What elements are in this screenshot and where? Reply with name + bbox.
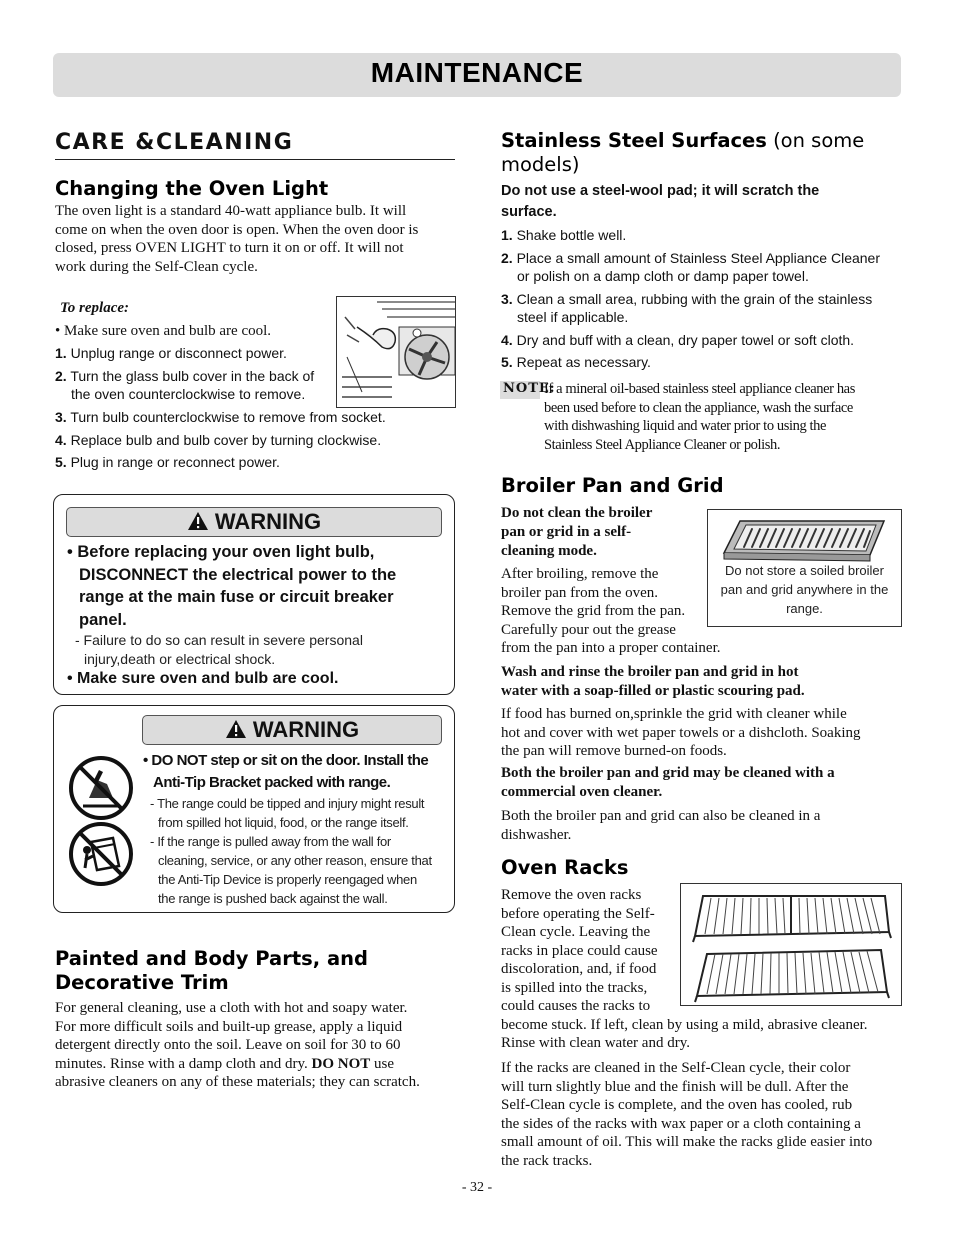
step-item: 3. Clean a small area, rubbing with the grain of the stainless [501, 291, 873, 307]
step-item: 1. Shake bottle well. [501, 227, 627, 243]
warning-box-antitip [53, 705, 455, 913]
section-title: CARE &CLEANING [55, 130, 294, 155]
text-line: the rack tracks. [501, 1152, 593, 1169]
broiler-dishwasher [501, 807, 820, 844]
text-line: could causes the racks to [501, 998, 651, 1014]
oven-light-intro [55, 202, 455, 276]
text-line: If the racks are cleaned in the Self-Clean cycle, their color [501, 1060, 851, 1076]
text-line: the sides of the racks with wax paper or a cloth containing a [501, 1115, 861, 1132]
text-line: become stuck. If left, clean by using a mild, abrasive cleaner. [501, 1016, 868, 1033]
step-item: 5. Repeat as necessary. [501, 354, 651, 370]
warning-bullet [143, 750, 428, 794]
text-line: injury,death or electrical shock. [84, 651, 276, 667]
maintenance-banner [53, 53, 901, 97]
text-line: Wash and rinse the broiler pan and grid in hot [501, 664, 799, 680]
text-line: The oven light is a standard 40-watt appliance bulb. It will [55, 203, 407, 219]
racks-body-2 [501, 1059, 872, 1170]
text-line: panel. [79, 610, 127, 629]
text-line: range. [786, 601, 823, 616]
broiler-figure [707, 509, 902, 627]
broiler-pan-illustration [718, 515, 890, 563]
text-line: Remove the oven racks [501, 887, 642, 903]
warning-triangle-icon [187, 511, 209, 531]
warning-label: WARNING [214, 509, 322, 534]
painted-body [55, 999, 455, 1092]
text-line: Both the broiler pan and grid can also be cleaned in a [501, 808, 821, 824]
oven-light-heading: Changing the Oven Light [55, 177, 329, 200]
page-number: - 32 - [461, 1180, 493, 1195]
text-line: Remove the grid from the pan. [501, 603, 686, 619]
oven-light-illustration [337, 297, 455, 407]
broiler-wash [501, 663, 805, 701]
no-step-on-door-icon [67, 754, 135, 822]
warning-sub [150, 794, 432, 908]
text-line: If a mineral oil-based stainless steel appliance cleaner has [544, 381, 855, 397]
text-line: with dishwashing liquid and water prior to using the [544, 418, 827, 434]
text-line: pan or grid in a self- [501, 524, 632, 540]
to-replace-label: To replace: [60, 300, 130, 316]
text-line: Self-Clean cycle is complete, and the oven has cooled, rub [501, 1097, 853, 1113]
broiler-after [501, 565, 721, 658]
step-item-continuation: steel if applicable. [517, 309, 629, 325]
racks-heading: Oven Racks [501, 856, 629, 879]
text-line: hot and cover with wet paper towels or a dishcloth. Soaking [501, 724, 861, 741]
text-line: Anti-Tip Bracket packed with range. [153, 774, 391, 791]
text-line: If food has burned on,sprinkle the grid with cleaner while [501, 706, 847, 722]
warning-header [142, 715, 442, 745]
broiler-burned [501, 705, 861, 761]
text-line: been used before to clean the appliance, wash the surface [544, 399, 853, 416]
stainless-warning [501, 181, 819, 223]
text-line: After broiling, remove the [501, 566, 659, 582]
no-tipping-range-icon [67, 820, 135, 888]
page-title: MAINTENANCE [370, 57, 584, 88]
warning-header [66, 507, 442, 537]
text-line: water with a soap-filled or plastic scouring pad. [501, 683, 805, 699]
text-line: the pan will remove burned-on foods. [501, 743, 727, 759]
text-line: cleaning mode. [501, 543, 597, 559]
broiler-both [501, 764, 835, 802]
text-line: Carefully pour out the grease [501, 621, 676, 638]
step-item: 4. Replace bulb and bulb cover by turning clockwise. [55, 432, 382, 448]
note-tag [500, 381, 556, 399]
warning-bullet-2: • Make sure oven and bulb are cool. [67, 670, 339, 687]
heading-line: models) [501, 153, 580, 176]
text-line: minutes. Rinse with a damp cloth and dry. DO NOT use [55, 1055, 395, 1072]
text-line: Stainless Steel Appliance Cleaner or polish. [544, 436, 781, 453]
text-line: abrasive cleaners on any of these materials; they can scratch. [55, 1074, 420, 1090]
text-line: - Failure to do so can result in severe personal [75, 632, 363, 648]
text-line: range at the main fuse or circuit breaker [79, 588, 394, 606]
text-line: dishwasher. [501, 826, 572, 843]
warning-triangle-icon [225, 719, 247, 739]
warning-box-light [53, 494, 455, 695]
text-line: For general cleaning, use a cloth with hot and soapy water. [55, 1000, 408, 1016]
step-item: 1. Unplug range or disconnect power. [55, 345, 287, 361]
text-line: discoloration, and, if food [501, 961, 657, 977]
broiler-warning [501, 504, 652, 561]
text-line: the range is pushed back against the wall. [158, 891, 388, 906]
text-line: work during the Self-Clean cycle. [55, 258, 258, 275]
painted-heading [55, 947, 368, 995]
text-line: - The range could be tipped and injury might result [150, 796, 425, 811]
text-line: the Anti-Tip Device is properly reengaged when [158, 872, 417, 887]
text-line: For more difficult soils and built-up grease, apply a liquid [55, 1018, 403, 1035]
broiler-caption [708, 561, 901, 618]
text-line: Clean cycle. Leaving the [501, 924, 651, 940]
text-line: closed, press OVEN LIGHT to turn it on or off. It will not [55, 240, 404, 256]
pre-step: • Make sure oven and bulb are cool. [55, 323, 272, 339]
text-line: surface. [501, 204, 557, 220]
text-line: from spilled hot liquid, food, or the range itself. [158, 815, 409, 830]
text-line: DISCONNECT the electrical power to the [79, 565, 397, 584]
text-line: Do not clean the broiler [501, 505, 653, 521]
oven-light-figure [336, 296, 456, 408]
text-line: detergent directly onto the soil. Leave on soil for 30 to 60 [55, 1037, 401, 1053]
text-line: before operating the Self- [501, 905, 655, 922]
text-line: • DO NOT step or sit on the door. Install the [143, 752, 429, 769]
text-line: pan and grid anywhere in the [720, 582, 889, 597]
heading-line: Painted and Body Parts, and [55, 947, 368, 970]
note-label: NOTE: [503, 381, 556, 396]
broiler-heading: Broiler Pan and Grid [501, 474, 724, 497]
step-item-continuation: or polish on a damp cloth or damp paper towel. [517, 268, 809, 284]
stainless-heading [501, 129, 864, 177]
heading-line: Stainless Steel Surfaces (on some [501, 129, 865, 152]
text-line: • Before replacing your oven light bulb, [67, 543, 375, 561]
text-line: from the pan into a proper container. [501, 640, 721, 656]
stainless-note [544, 380, 855, 454]
step-item-continuation: the oven counterclockwise to remove. [71, 386, 306, 402]
step-item: 3. Turn bulb counterclockwise to remove from socket. [55, 409, 386, 425]
text-line: racks in place could cause [501, 942, 658, 959]
warning-sub [75, 631, 363, 669]
text-line: Rinse with clean water and dry. [501, 1035, 690, 1051]
text-line: Do not use a steel-wool pad; it will scratch the [501, 183, 820, 199]
text-line: will turn slightly blue and the finish will be dull. After the [501, 1078, 849, 1095]
text-line: is spilled into the tracks, [501, 979, 648, 996]
racks-body [501, 886, 868, 1053]
step-item: 2. Place a small amount of Stainless Steel Appliance Cleaner [501, 250, 881, 266]
text-line: - If the range is pulled away from the wall for [150, 834, 391, 849]
text-line: cleaning, service, or any other reason, ensure that [158, 853, 432, 868]
text-line: commercial oven cleaner. [501, 784, 663, 800]
step-item: 2. Turn the glass bulb cover in the back of [55, 368, 315, 384]
step-item: 5. Plug in range or reconnect power. [55, 454, 280, 470]
text-line: small amount of oil. This will make the racks glide easier into [501, 1134, 873, 1150]
text-line: Do not store a soiled broiler [725, 563, 884, 578]
text-line: broiler pan from the oven. [501, 584, 659, 601]
text-line: come on when the oven door is open. When the oven door is [55, 221, 419, 238]
heading-line: Decorative Trim [55, 971, 229, 994]
warning-bullet [67, 541, 396, 631]
warning-label: WARNING [252, 717, 360, 742]
section-divider [55, 159, 455, 160]
text-line: Both the broiler pan and grid may be cleaned with a [501, 765, 835, 781]
step-item: 4. Dry and buff with a clean, dry paper towel or soft cloth. [501, 332, 855, 348]
